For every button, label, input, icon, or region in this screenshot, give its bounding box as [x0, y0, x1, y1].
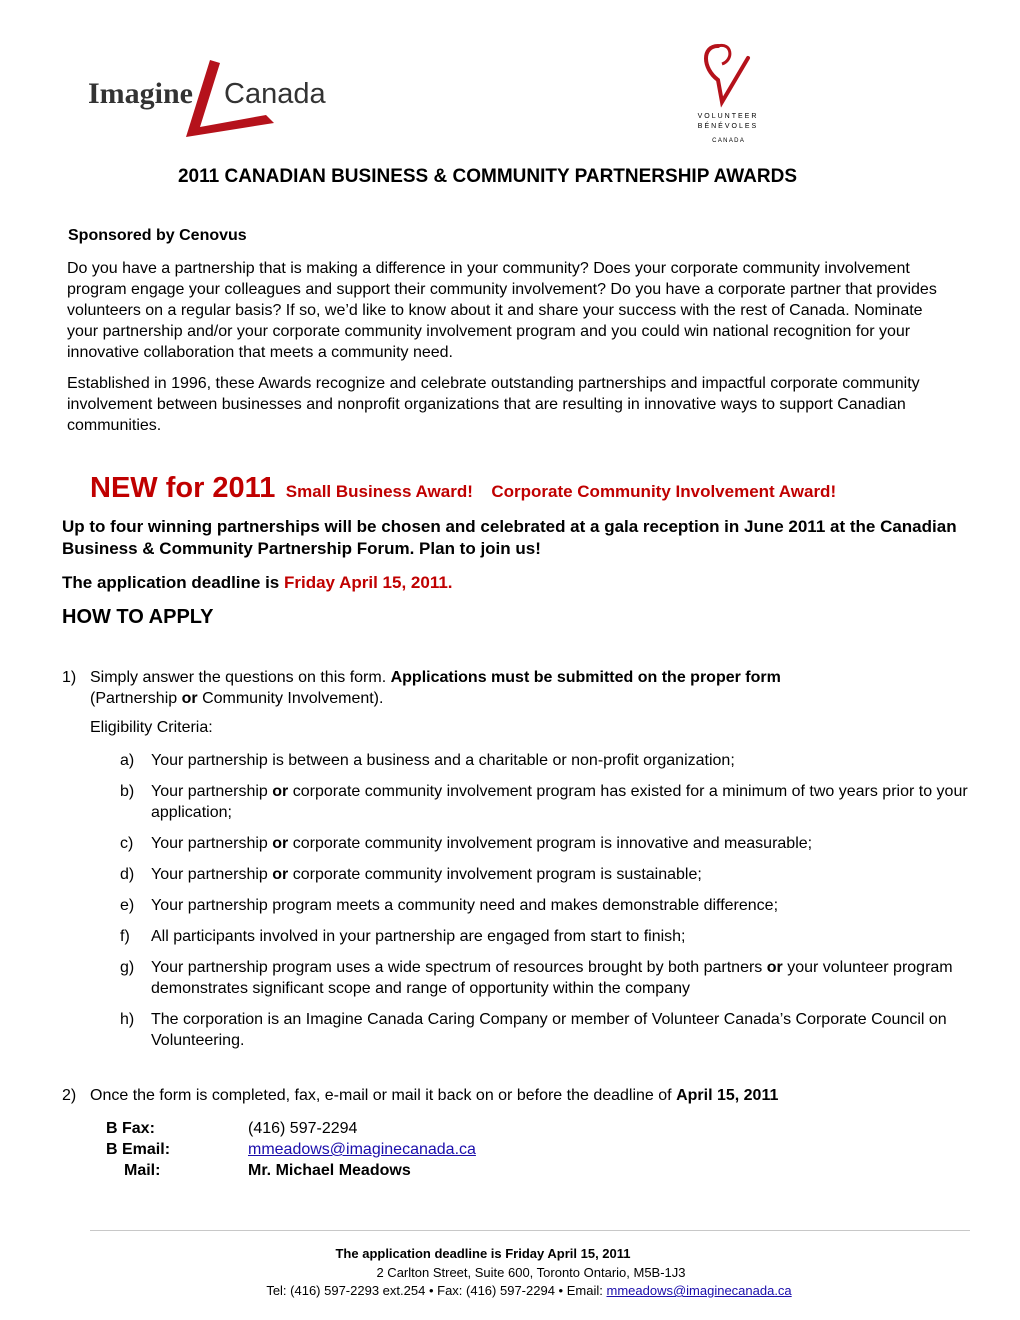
sponsor-line: Sponsored by Cenovus: [68, 227, 247, 244]
footer-tel: Tel: (416) 597-2293 ext.254: [266, 1283, 426, 1298]
criterion-text: Your partnership: [151, 866, 268, 883]
intro-paragraph-2: Established in 1996, these Awards recognize and celebrate outstanding partnerships and impactful corporate community involvement between businesses and nonprofit organizations that are resulting in innovative ways to support Canadian communities.: [67, 375, 920, 434]
footer-deadline: The application deadline is Friday April 15, 2011: [335, 1246, 631, 1261]
bullet-icon: •: [558, 1283, 564, 1298]
criterion-text: corporate community involvement program is innovative and measurable;: [292, 835, 813, 852]
step-1-paren-a: (Partnership: [90, 690, 178, 707]
winners-announcement: Up to four winning partnerships will be chosen and celebrated at a gala reception in June 2011 at the Canadian Business & Community Partnership Forum. Plan to join us!: [62, 517, 957, 558]
logo-volunteer-text: VOLUNTEER: [697, 113, 759, 120]
criterion-f: [120, 926, 970, 947]
criterion-text: Your partnership: [151, 783, 268, 800]
deadline-date: Friday April 15, 2011.: [284, 573, 453, 592]
step-1-text: Simply answer the questions on this form.: [90, 669, 387, 686]
email-link[interactable]: mmeadows@imaginecanada.ca: [248, 1141, 476, 1158]
deadline-prefix: The application deadline is: [62, 573, 280, 592]
small-business-award: Small Business Award!: [285, 482, 473, 501]
criterion-text: The corporation is an Imagine Canada Caring Company or member of Volunteer Canada’s Corporate Council on Volunteering.: [151, 1011, 947, 1049]
new-awards-banner: [90, 472, 836, 505]
logo-canada-text: C A N A D A: [712, 138, 744, 144]
criteria-list: [120, 750, 970, 1061]
footer-divider: [90, 1230, 970, 1231]
contact-fax-row: [106, 1118, 476, 1139]
new-for-2011-heading: NEW for 2011: [90, 472, 276, 504]
heart-swirl-icon: [706, 46, 748, 102]
contact-block: [106, 1118, 476, 1181]
bullet-icon: •: [428, 1283, 434, 1298]
footer-fax: Fax: (416) 597-2294: [437, 1283, 555, 1298]
criterion-text: corporate community involvement program is sustainable;: [292, 866, 702, 883]
criterion-text: Your partnership: [151, 835, 268, 852]
step-2-number: 2): [62, 1087, 77, 1104]
criterion-letter: b): [120, 783, 135, 800]
footer-address: 2 Carlton Street, Suite 600, Toronto Ontario, M5B-1J3: [376, 1265, 686, 1280]
criterion-letter: h): [120, 1011, 135, 1028]
imagine-canada-logo: [88, 55, 328, 145]
criterion-or: or: [272, 866, 289, 883]
criterion-letter: a): [120, 752, 135, 769]
criterion-b: [120, 781, 970, 823]
page-title: 2011 CANADIAN BUSINESS & COMMUNITY PARTNERSHIP AWARDS: [177, 166, 797, 187]
step-1: [62, 667, 962, 709]
criterion-a: [120, 750, 970, 771]
criterion-or: or: [766, 959, 783, 976]
criterion-letter: c): [120, 835, 134, 852]
criterion-d: [120, 864, 970, 885]
eligibility-label: Eligibility Criteria:: [90, 719, 213, 736]
logo-word-canada: Canada: [224, 78, 326, 110]
step-1-bold: Applications must be submitted on the proper form: [390, 669, 781, 686]
criterion-e: [120, 895, 970, 916]
intro-paragraph-1: Do you have a partnership that is making a difference in your community? Does your corporate community involvement program engage your colleagues and support their community involvement? Do you have a corporate partner that provides volunteers on a regular basis? If so, we’d like to know about it and share your success with the rest of Canada. Nominate your partnership and/or your corporate community involvement program and you could win national recognition for your innovative collaboration that meets a community need.: [67, 260, 937, 361]
footer-email-link[interactable]: mmeadows@imaginecanada.ca: [606, 1283, 792, 1298]
contact-mail-row: [106, 1160, 476, 1181]
criterion-text: your volunteer program demonstrates significant scope and range of opportunity within the company: [151, 959, 953, 997]
step-1-number: 1): [62, 669, 77, 686]
volunteer-canada-logo: [688, 38, 768, 150]
criterion-letter: g): [120, 959, 135, 976]
step-2: [62, 1087, 962, 1105]
contact-email-row: [106, 1139, 476, 1160]
step-2-text: Once the form is completed, fax, e-mail or mail it back on or before the deadline of: [90, 1087, 672, 1104]
corporate-community-award: Corporate Community Involvement Award!: [491, 482, 837, 501]
criterion-letter: f): [120, 928, 130, 945]
step-2-date: April 15, 2011: [676, 1087, 779, 1104]
logo-word-imagine: Imagine: [88, 77, 193, 110]
criterion-text: All participants involved in your partnership are engaged from start to finish;: [151, 928, 686, 945]
footer-contact-line: [0, 1283, 1020, 1298]
criterion-letter: e): [120, 897, 135, 914]
criterion-g: [120, 957, 970, 999]
fax-value: (416) 597-2294: [248, 1120, 358, 1137]
mail-value: Mr. Michael Meadows: [248, 1162, 411, 1179]
step-1-paren-b: Community Involvement).: [202, 690, 384, 707]
how-to-apply-heading: HOW TO APPLY: [62, 606, 214, 628]
logo-benevoles-text: BÉNÉVOLES: [697, 123, 759, 130]
footer-email-label: Email:: [566, 1283, 603, 1298]
criterion-c: [120, 833, 970, 854]
mail-label: Mail:: [124, 1162, 161, 1179]
criterion-text: corporate community involvement program has existed for a minimum of two years prior to your application;: [151, 783, 968, 821]
criterion-or: or: [272, 783, 289, 800]
fax-label: B Fax:: [106, 1120, 155, 1137]
criterion-text: Your partnership is between a business and a charitable or non-profit organization;: [151, 752, 735, 769]
criterion-text: Your partnership program uses a wide spectrum of resources brought by both partners: [151, 959, 763, 976]
criterion-letter: d): [120, 866, 135, 883]
heart-curl-icon: [718, 45, 730, 64]
criterion-text: Your partnership program meets a community need and makes demonstrable difference;: [151, 897, 779, 914]
email-label: B Email:: [106, 1141, 171, 1158]
criterion-or: or: [272, 835, 289, 852]
step-1-or: or: [181, 690, 198, 707]
deadline-line: [62, 573, 453, 593]
criterion-h: [120, 1009, 970, 1051]
